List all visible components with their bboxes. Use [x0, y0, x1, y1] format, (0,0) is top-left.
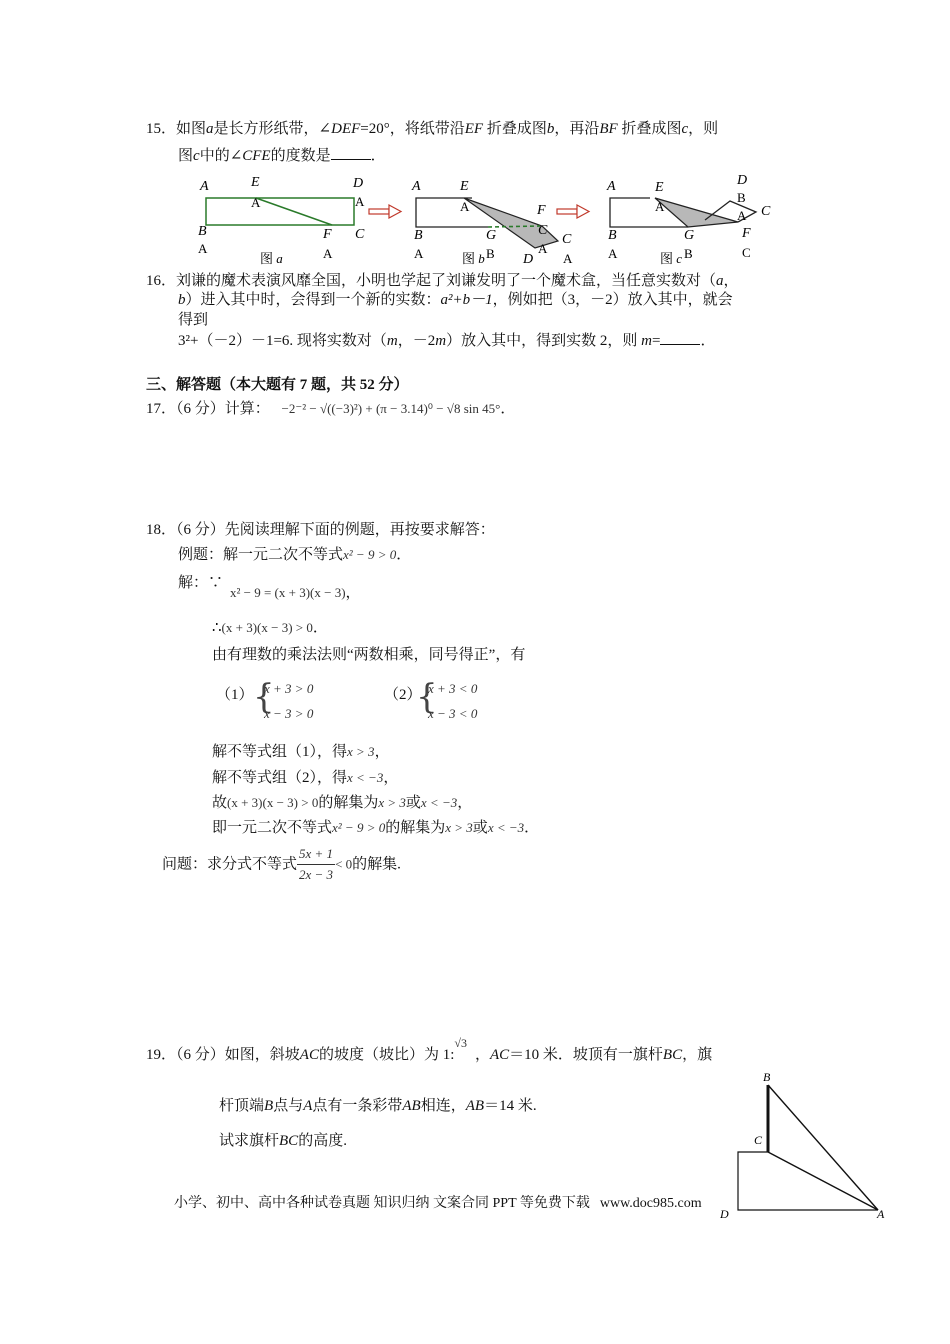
answer-blank[interactable]: [660, 330, 700, 345]
svg-text:C: C: [355, 227, 365, 242]
svg-text:F: F: [323, 227, 332, 242]
svg-text:C: C: [562, 232, 572, 247]
svg-text:A: A: [251, 195, 261, 210]
q16-line3: 得到: [178, 312, 209, 328]
svg-text:E: E: [655, 180, 664, 195]
svg-text:A: A: [655, 199, 665, 214]
svg-text:B: B: [737, 190, 746, 205]
svg-text:D: D: [737, 173, 748, 188]
svg-text:A: A: [608, 246, 618, 261]
slope-ca: [768, 1152, 878, 1210]
fig-a-caption: 图 a: [260, 251, 283, 266]
svg-text:B: B: [414, 228, 423, 243]
fig-c-caption: 图 c: [660, 251, 683, 266]
q16-line4: 3²+（－2）－1=6. 现将实数对（m，－2m）放入其中，得到实数 2，则 m= ．: [178, 330, 715, 351]
svg-text:C: C: [754, 1133, 763, 1147]
q18-res1: 解不等式组（1），得x > 3，: [212, 744, 390, 760]
q15-line1: 15．如图a是长方形纸带，∠DEF=20°，将纸带沿EF 折叠成图b，再沿BF 折叠成图c，则: [146, 121, 719, 137]
svg-text:C: C: [742, 245, 751, 260]
svg-text:B: B: [198, 224, 207, 239]
q18-res3: 故(x + 3)(x − 3) > 0的解集为x > 3或x < −3，: [212, 795, 473, 811]
arrow-right-icon: [369, 205, 401, 218]
q19-line1: 19．（6 分）如图，斜坡AC的坡度（坡比）为 1:$^{√3}$，AC＝10 米．坡顶有一旗杆BC，旗: [146, 1036, 713, 1063]
svg-text:F: F: [537, 203, 546, 218]
q17-line: 17．（6 分）计算： −2⁻² − √((−3)²) + (π − 3.14)⁰ − √8 sin 45°．: [146, 401, 516, 417]
fig-a-strip: [206, 198, 354, 225]
q18-rule: 由有理数的乘法法则“两数相乘，同号得正”，有: [212, 647, 526, 663]
svg-text:B: B: [486, 246, 495, 261]
q19-line3: 试求旗杆BC的高度.: [219, 1133, 347, 1149]
svg-text:A: A: [200, 179, 209, 194]
svg-text:A: A: [563, 251, 573, 266]
svg-text:C: C: [538, 223, 548, 238]
svg-text:A: A: [737, 208, 747, 223]
svg-text:A: A: [414, 246, 424, 261]
q19-line2: 杆顶端B点与A点有一条彩带AB相连，AB＝14 米.: [219, 1098, 537, 1114]
fig-c-folded: [655, 198, 738, 227]
arrow-right-icon: [557, 205, 589, 218]
q18-res4: 即一元二次不等式x² − 9 > 0的解集为x > 3或x < −3．: [212, 820, 540, 836]
svg-text:B: B: [608, 228, 617, 243]
q18-example: 例题：解一元二次不等式x² − 9 > 0．: [178, 547, 412, 563]
svg-text:E: E: [251, 175, 260, 190]
svg-text:B: B: [684, 246, 693, 261]
svg-text:D: D: [720, 1207, 729, 1221]
svg-text:A: A: [412, 179, 421, 194]
q18-fraction: $\frac{5x + 1}{2x - 3}$: [299, 846, 334, 882]
q17-expression: −2⁻² − √((−3)²) + (π − 3.14)⁰ − √8 sin 45°: [281, 401, 501, 416]
section-title: 三、解答题（本大题有 7 题，共 52 分）: [146, 377, 409, 393]
svg-text:A: A: [877, 1207, 885, 1221]
q18-step2: ∴(x + 3)(x − 3) > 0．: [212, 620, 328, 636]
svg-text:B: B: [763, 1070, 771, 1084]
q16-line1: 16．刘谦的魔术表演风靡全国，小明也学起了刘谦发明了一个魔术盒，当任意实数对（a，: [146, 273, 739, 289]
svg-text:D: D: [523, 252, 534, 267]
svg-text:A: A: [460, 199, 470, 214]
answer-blank[interactable]: [331, 145, 371, 160]
svg-text:A: A: [355, 194, 365, 209]
q15-figures: [190, 168, 790, 270]
footer-url[interactable]: www.doc985.com: [599, 1196, 702, 1211]
svg-text:A: A: [607, 179, 616, 194]
fig-a-fold-line: [256, 198, 332, 225]
ground: [738, 1152, 878, 1210]
svg-text:D: D: [353, 176, 364, 191]
svg-text:G: G: [684, 228, 695, 243]
ribbon-ab: [768, 1085, 878, 1210]
svg-text:G: G: [486, 228, 497, 243]
q18-intro: 18．（6 分）先阅读理解下面的例题，再按要求解答：: [146, 522, 495, 538]
fig-b-caption: 图 b: [462, 251, 485, 266]
q18-sol: 解：∵: [178, 575, 224, 591]
svg-text:F: F: [742, 226, 751, 241]
svg-text:A: A: [198, 241, 208, 256]
svg-text:A: A: [323, 246, 333, 261]
footer: 小学、初中、高中各种试卷真题 知识归纳 文案合同 PPT 等免费下载 www.doc985.com: [174, 1196, 702, 1211]
q18-step1: x² − 9 = (x + 3)(x − 3)，: [230, 585, 361, 601]
q15-line2: 图c中的∠CFE的度数是 ．: [178, 145, 386, 166]
svg-text:C: C: [761, 204, 771, 219]
svg-text:A: A: [538, 241, 548, 256]
q19-figure: [720, 1066, 890, 1222]
q16-line2: b）进入其中时，会得到一个新的实数：a²+b－1，例如把（3，－2）放入其中，就会: [178, 292, 733, 308]
svg-text:E: E: [460, 179, 469, 194]
q18-question: 问题：求分式不等式 $\frac{5x + 1}{2x - 3}$ < 0的解集.: [162, 844, 401, 885]
q18-res2: 解不等式组（2），得x < −3，: [212, 770, 399, 786]
